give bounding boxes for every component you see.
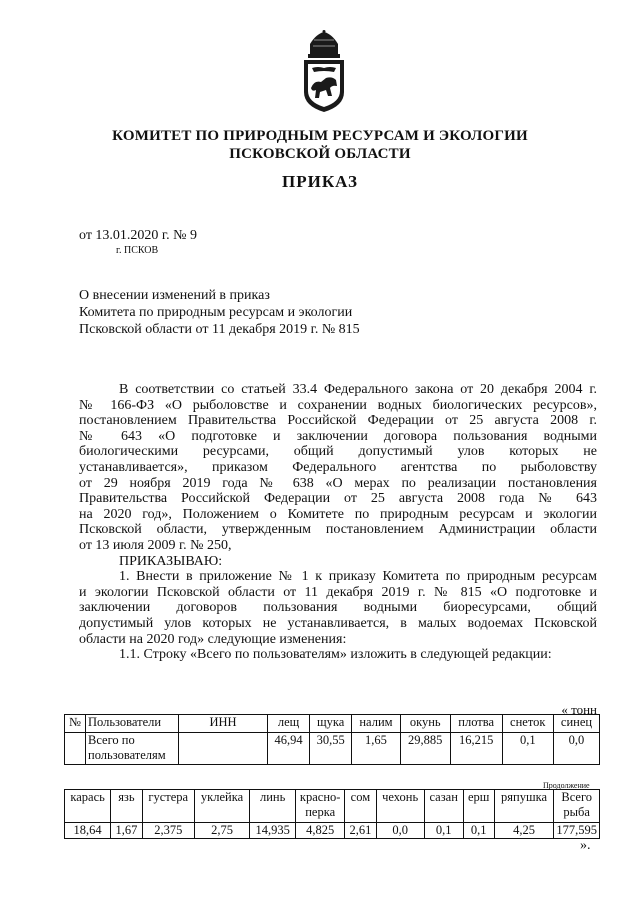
table-header-cell: Всего рыба <box>554 790 600 823</box>
body-line: и экологии Псковской области от 11 декабря 2019 г. № 815 «О подготовке и <box>79 584 597 600</box>
body-line: от 29 ноября 2019 года № 638 «О мерах по реализации постановления <box>79 475 597 491</box>
table-header-cell: ерш <box>463 790 494 823</box>
order-keyword: ПРИКАЗЫВАЮ: <box>119 553 223 569</box>
table-cell: 0,0 <box>553 733 599 765</box>
table-header-cell: синец <box>553 715 599 733</box>
subject-line: Псковской области от 11 декабря 2019 г. № 815 <box>79 322 360 337</box>
unit-label: « тонн <box>561 702 597 717</box>
body-line: на 2020 год», Положением о Комитете по природным ресурсам и экологии <box>79 506 597 522</box>
table-cell: 46,94 <box>268 733 310 765</box>
table-row <box>65 823 600 839</box>
table-cell: 16,215 <box>450 733 502 765</box>
table-header-cell: уклейка <box>194 790 249 823</box>
table-cell: 1,65 <box>352 733 401 765</box>
table-header-cell: язь <box>111 790 142 823</box>
body-line: устанавливается», приказом Федерального агентства по рыболовству <box>79 459 597 475</box>
document-city: г. ПСКОВ <box>116 245 159 256</box>
table-header-cell: окунь <box>400 715 450 733</box>
table-cell: 29,885 <box>400 733 450 765</box>
table-header-row <box>65 790 600 823</box>
table-cell <box>179 733 268 765</box>
table-header-cell: щука <box>310 715 352 733</box>
body-line: 1. Внести в приложение № 1 к приказу Комитета по природным ресурсам <box>119 569 597 585</box>
table-cell: 2,75 <box>194 823 249 839</box>
table-cell: 18,64 <box>65 823 111 839</box>
continuation-label: Продолжение <box>543 781 590 790</box>
body-line: № 166-ФЗ «О рыболовстве и сохранении водных биологических ресурсов», <box>79 397 597 413</box>
body-line: 1.1. Строку «Всего по пользователям» изложить в следующей редакции: <box>119 647 552 663</box>
body-line: постановлением Правительства Российской Федерации от 25 августа 2008 г. <box>79 413 597 429</box>
table-cell <box>65 733 86 765</box>
body-line: от 13 июля 2009 г. № 250, <box>79 537 232 553</box>
document-subject <box>79 287 360 338</box>
table-cell: 2,61 <box>345 823 376 839</box>
table-header-cell: ряпушка <box>494 790 554 823</box>
body-line: области на 2020 год» следующие изменения: <box>79 631 347 647</box>
table-cell: 177,595 <box>554 823 600 839</box>
document-date-number: от 13.01.2020 г. № 9 <box>79 228 197 243</box>
table-header-cell: лещ <box>268 715 310 733</box>
table-cell: 0,1 <box>463 823 494 839</box>
table-header-cell: снеток <box>502 715 553 733</box>
users-catch-table <box>64 714 600 765</box>
table-header-cell: карась <box>65 790 111 823</box>
table-header-cell: чехонь <box>376 790 424 823</box>
document-body <box>79 382 597 663</box>
table-header-cell: плотва <box>450 715 502 733</box>
body-line: Правительства Российской Федерации от 25 августа 2008 года № 643 <box>79 491 597 507</box>
table-cell: 1,67 <box>111 823 142 839</box>
table-cell: 14,935 <box>250 823 296 839</box>
table-cell: 0,0 <box>376 823 424 839</box>
subject-line: О внесении изменений в приказ <box>79 288 270 303</box>
coat-of-arms-emblem <box>296 30 352 114</box>
table-header-cell: Пользователи <box>86 715 179 733</box>
table-cell: 4,25 <box>494 823 554 839</box>
table-header-cell: красно-перка <box>296 790 345 823</box>
table-row <box>65 733 600 765</box>
continuation-catch-table <box>64 789 600 839</box>
body-line: биологическими ресурсами, общий допустимый улов которых не <box>79 444 597 460</box>
table-header-cell: линь <box>250 790 296 823</box>
table-cell: 0,1 <box>502 733 553 765</box>
table-header-cell: № <box>65 715 86 733</box>
subject-line: Комитета по природным ресурсам и экологии <box>79 305 353 320</box>
table-cell: 30,55 <box>310 733 352 765</box>
table-cell: 4,825 <box>296 823 345 839</box>
body-line: В соответствии со статьей 33.4 Федерального закона от 20 декабря 2004 г. <box>119 382 597 397</box>
table-cell: 0,1 <box>424 823 463 839</box>
organization-name-line2: ПСКОВСКОЙ ОБЛАСТИ <box>229 146 411 162</box>
table-header-cell: налим <box>352 715 401 733</box>
table-header-cell: сом <box>345 790 376 823</box>
table-header-cell: ИНН <box>179 715 268 733</box>
table-header-row <box>65 715 600 733</box>
closing-quote: ». <box>580 838 591 853</box>
organization-name-line1: КОМИТЕТ ПО ПРИРОДНЫМ РЕСУРСАМ И ЭКОЛОГИИ <box>112 128 528 144</box>
table-cell: Всего по пользователям <box>86 733 179 765</box>
body-line: Псковской области, утвержденным постановлением Администрации области <box>79 522 597 538</box>
table-cell: 2,375 <box>142 823 194 839</box>
body-line: допустимый улов которых не устанавливается, в малых водоемах Псковской <box>79 615 597 631</box>
table-header-cell: густера <box>142 790 194 823</box>
table-header-cell: сазан <box>424 790 463 823</box>
document-title: ПРИКАЗ <box>282 172 358 191</box>
body-line: № 643 «О подготовке и заключении договора пользования водными <box>79 428 597 444</box>
body-line: заключении договоров пользования водными биоресурсами, общий <box>79 600 597 616</box>
